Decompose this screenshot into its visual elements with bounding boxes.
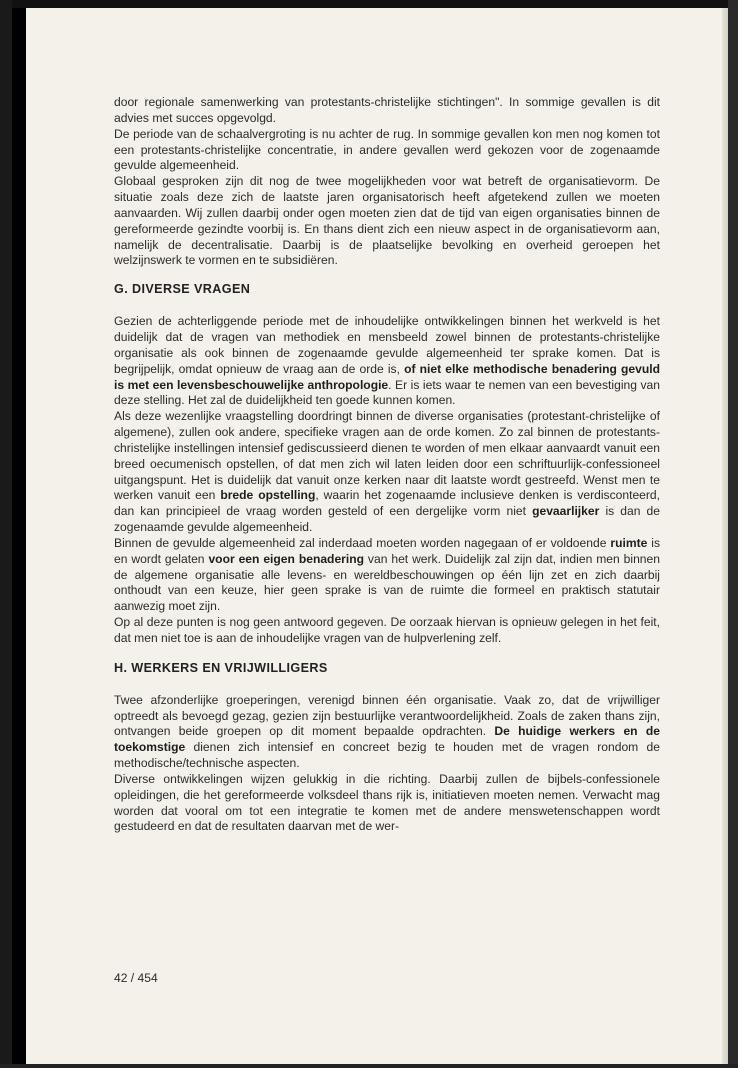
- scan-border-top: [0, 0, 738, 8]
- intro-paragraph-3: Globaal gesproken zijn dit nog de twee mogelijkheden voor wat betreft de organisatievorm. De situatie zoals deze zich de laatste jaren organisatorisch heeft afgetekend zullen we moeten aanvaarden. Wij zullen daarbij onder ogen moeten zien dat de tijd van eigen organisaties binnen de gereformeerde gezindte voorbij is. En thans dient zich een nieuw aspect in de organisatievorm aan, namelijk de decentralisatie. Daarbij is de plaatselijke bevolking en overheid geroepen het welzijnswerk te vormen en te subsidiëren.: [114, 174, 660, 268]
- intro-paragraph-2: De periode van de schaalvergroting is nu achter de rug. In sommige gevallen kon men nog komen tot een protestants-christelijke concentratie, in andere gevallen werd gekozen voor de zogenaamde gevulde algemeenheid.: [114, 126, 660, 173]
- bold-run: gevaarlijker: [532, 504, 600, 519]
- section-g-paragraph-4: Op al deze punten is nog geen antwoord gegeven. De oorzaak hiervan is opnieuw gelegen in het feit, dat men niet toe is aan de inhoudelijke vragen van de hulpverlening zelf.: [114, 615, 660, 645]
- scan-border-bottom: [0, 1064, 738, 1068]
- bold-run: ruimte: [610, 535, 648, 550]
- text-run: . Er is iets waar te nemen van een bevestiging van deze stelling. Het zal de duidelijkheid ten goede kunnen komen.: [114, 377, 660, 408]
- text-run: Als deze wezenlijke vraagstelling doordringt binnen de diverse organisaties (protestant-christelijke of algemene), zullen ook andere, specifieke vragen aan de orde komen. Zo zal binnen de protestants-christelijke instellingen intensief gediscussieerd dienen te worden of men elkaar aanvaardt vanuit een breed oecumenisch opstellen, of dat men zich wil laten leiden door een schriftuurlijk-confessioneel uitgangspunt. Het is duidelijk dat vanuit onze kerken naar dit laatste wordt gestreefd. Wenst men te werken vanuit een: [114, 409, 660, 503]
- bold-run: brede opstelling: [220, 488, 316, 503]
- text-run: is dan de zogenaamde gevulde algemeenheid.: [114, 504, 661, 535]
- bold-run: voor een eigen benadering: [208, 551, 365, 566]
- bold-run: De huidige werkers en de toekomstige: [114, 724, 660, 755]
- text-run: dienen zich intensief en concreet bezig te houden met de vragen rondom de methodische/technische aspecten.: [114, 740, 660, 771]
- text-run: Gezien de achterliggende periode met de inhoudelijke ontwikkelingen binnen het werkveld is het duidelijk dat de vragen van methodiek en mensbeeld zowel binnen de protestants-christelijke organisatie als ook binnen de zogenaamde gevulde algemeenheid ter sprake komen. Dat is begrijpelijk, omdat opnieuw de vraag aan de orde is,: [114, 314, 660, 376]
- intro-paragraph-1: door regionale samenwerking van protestants-christelijke stichtingen". In sommige gevallen is dit advies met succes opgevolgd.: [114, 95, 660, 125]
- scan-border-right: [728, 0, 738, 1068]
- section-h-paragraph-1: [114, 693, 660, 772]
- section-g-paragraph-3: [114, 536, 660, 615]
- text-run: , waarin het zogenaamde inclusieve denken is verdisconteerd, dan kan principieel de vraag worden gesteld of een dergelijke vorm niet: [114, 488, 661, 519]
- text-run: Binnen de gevulde algemeenheid zal inderdaad moeten worden nagegaan of er voldoende: [114, 535, 611, 550]
- section-h-heading: H. WERKERS EN VRIJWILLIGERS: [114, 660, 328, 675]
- document-page: [26, 8, 728, 1064]
- scan-border-left: [0, 0, 12, 1068]
- page-text: [114, 95, 660, 835]
- section-h-paragraph-2: Diverse ontwikkelingen wijzen gelukkig in die richting. Daarbij zullen de bijbels-confessionele opleidingen, die het gereformeerde volksdeel thans rijk is, initiatieven moeten nemen. Verwacht mag worden dat vooral om tot een integratie te komen met de andere menswetenschappen wordt gestudeerd en dat de resultaten daarvan met de wer-: [114, 771, 660, 834]
- section-g-paragraph-2: [114, 409, 660, 536]
- text-run: Twee afzonderlijke groeperingen, verenigd binnen één organisatie. Vaak zo, dat de vrijwilliger optreedt als bevoegd gezag, gezien zijn bestuurlijke verantwoordelijkheid. Zoals de zaken thans zijn, ontvangen beide groepen op dit moment bepaalde opdrachten.: [114, 692, 660, 739]
- text-run: is en wordt gelaten: [114, 535, 661, 566]
- text-run: van het werk. Duidelijk zal zijn dat, indien men binnen de algemene organisatie alle levens- en wereldbeschouwingen op één lijn zet en zich daarbij onthoudt van een keuze, hier geen sprake is van de ruimte die formeel en praktisch statutair aanwezig moet zijn.: [114, 551, 660, 614]
- bold-run: of niet elke methodische benadering gevuld is met een levensbeschouwelijke anthropologie: [114, 361, 660, 392]
- page-edge-shadow: [722, 8, 728, 1064]
- page-number: 42 / 454: [114, 971, 158, 985]
- section-g-heading: G. DIVERSE VRAGEN: [114, 282, 251, 297]
- section-g-paragraph-1: [114, 314, 660, 409]
